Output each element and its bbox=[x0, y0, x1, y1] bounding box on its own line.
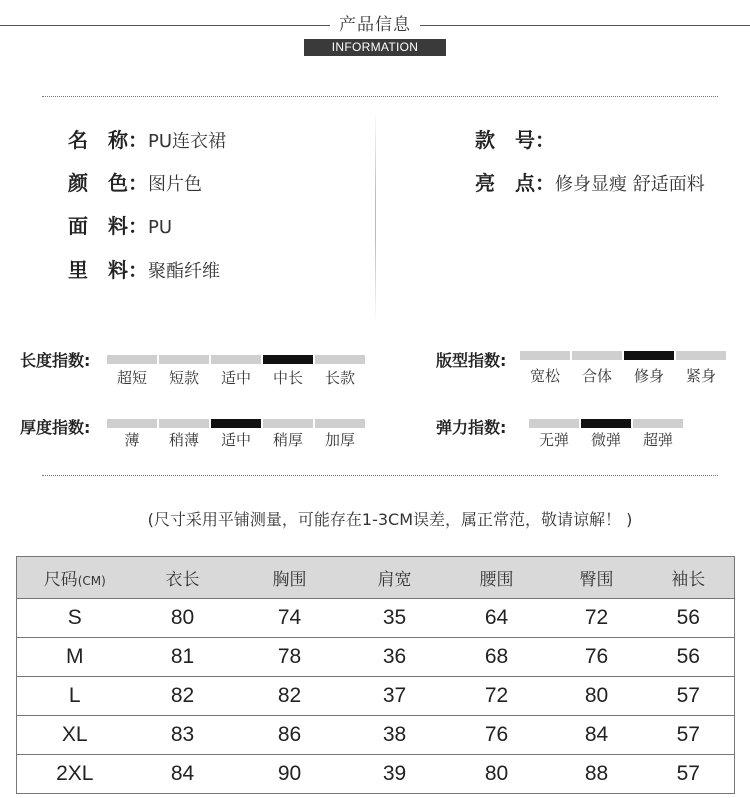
fit-index-option-label: 修身 bbox=[633, 367, 664, 385]
length-index-option-label: 中长 bbox=[272, 369, 303, 387]
info-label: 名 称： bbox=[68, 128, 148, 152]
column-header: 臀围 bbox=[551, 557, 643, 599]
measurement-cell: 74 bbox=[233, 599, 347, 638]
measurement-cell: 38 bbox=[347, 716, 443, 755]
fit-index-segment bbox=[520, 351, 570, 360]
measurement-cell: 84 bbox=[551, 716, 643, 755]
info-lining bbox=[68, 258, 220, 284]
thickness-index-segment bbox=[159, 419, 209, 428]
length-index-label: 长度指数: bbox=[20, 351, 91, 370]
info-value: PU bbox=[148, 217, 173, 238]
measurement-cell: 57 bbox=[643, 755, 735, 794]
measurement-cell: 82 bbox=[133, 677, 233, 716]
fit-index-option-label: 宽松 bbox=[529, 367, 560, 385]
fit-index-option-label: 紧身 bbox=[685, 367, 716, 385]
measurement-note: (尺寸采用平铺测量，可能存在1-3CM误差，属正常范，敬请谅解！ ) bbox=[147, 510, 633, 529]
info-label: 款 号： bbox=[475, 128, 555, 152]
size-table bbox=[16, 556, 735, 794]
info-value: 图片色 bbox=[148, 174, 202, 195]
info-label: 颜 色： bbox=[68, 171, 148, 195]
thickness-index-segment bbox=[263, 419, 313, 428]
measurement-cell: 80 bbox=[133, 599, 233, 638]
length-index-segment bbox=[159, 355, 209, 364]
info-label: 面 料： bbox=[68, 214, 148, 238]
measurement-cell: 72 bbox=[551, 599, 643, 638]
length-index-segment bbox=[107, 355, 157, 364]
measurement-cell: 36 bbox=[347, 638, 443, 677]
length-index-option-label: 短款 bbox=[168, 369, 199, 387]
measurement-cell: 78 bbox=[233, 638, 347, 677]
thickness-index-option-label: 适中 bbox=[220, 431, 251, 449]
size-cell: L bbox=[17, 677, 133, 716]
fit-index-option-label: 合体 bbox=[581, 367, 612, 385]
size-cell: 2XL bbox=[17, 755, 133, 794]
measurement-cell: 68 bbox=[443, 638, 551, 677]
measurement-cell: 57 bbox=[643, 716, 735, 755]
thickness-index-option-label: 稍薄 bbox=[168, 431, 199, 449]
info-fabric bbox=[68, 214, 172, 240]
measurement-cell: 90 bbox=[233, 755, 347, 794]
length-index-option-label: 超短 bbox=[116, 369, 147, 387]
elasticity-index-segment bbox=[633, 419, 683, 428]
info-style-no bbox=[475, 128, 555, 154]
section-title: 产品信息 bbox=[0, 14, 750, 36]
size-cell: XL bbox=[17, 716, 133, 755]
measurement-cell: 83 bbox=[133, 716, 233, 755]
info-value: PU连衣裙 bbox=[148, 131, 227, 152]
table-row bbox=[17, 755, 735, 794]
elasticity-index-label: 弹力指数: bbox=[436, 418, 507, 437]
column-header: 肩宽 bbox=[347, 557, 443, 599]
measurement-cell: 76 bbox=[443, 716, 551, 755]
table-row bbox=[17, 677, 735, 716]
measurement-cell: 56 bbox=[643, 599, 735, 638]
elasticity-index-segment-selected bbox=[581, 419, 631, 428]
fit-index-label: 版型指数: bbox=[436, 351, 507, 370]
thickness-index-segment-selected bbox=[211, 419, 261, 428]
thickness-index-segment bbox=[315, 419, 365, 428]
info-value: 聚酯纤维 bbox=[148, 261, 220, 282]
measurement-cell: 72 bbox=[443, 677, 551, 716]
measurement-cell: 82 bbox=[233, 677, 347, 716]
measurement-cell: 35 bbox=[347, 599, 443, 638]
thickness-index-segment bbox=[107, 419, 157, 428]
size-cell: M bbox=[17, 638, 133, 677]
measurement-cell: 56 bbox=[643, 638, 735, 677]
column-header: 胸围 bbox=[233, 557, 347, 599]
info-label: 亮 点： bbox=[475, 171, 555, 195]
measurement-cell: 39 bbox=[347, 755, 443, 794]
info-color bbox=[68, 171, 202, 197]
measurement-cell: 81 bbox=[133, 638, 233, 677]
length-index-option-label: 长款 bbox=[324, 369, 355, 387]
measurement-cell: 80 bbox=[443, 755, 551, 794]
size-table-header bbox=[17, 557, 735, 599]
size-header-cell bbox=[17, 557, 133, 599]
measurement-cell: 88 bbox=[551, 755, 643, 794]
measurement-cell: 37 bbox=[347, 677, 443, 716]
measurement-cell: 84 bbox=[133, 755, 233, 794]
size-header-label: 尺码 bbox=[43, 570, 78, 590]
info-label: 里 料： bbox=[68, 258, 148, 282]
info-highlight bbox=[475, 171, 705, 197]
column-header: 袖长 bbox=[643, 557, 735, 599]
measurement-cell: 80 bbox=[551, 677, 643, 716]
divider-top bbox=[42, 96, 718, 97]
thickness-index-option-label: 加厚 bbox=[324, 431, 355, 449]
column-header: 腰围 bbox=[443, 557, 551, 599]
elasticity-index-option-label: 超弹 bbox=[642, 431, 673, 449]
thickness-index-option-label: 薄 bbox=[124, 431, 140, 449]
thickness-index-option-label: 稍厚 bbox=[272, 431, 303, 449]
size-cell: S bbox=[17, 599, 133, 638]
info-name bbox=[68, 128, 226, 154]
table-row bbox=[17, 716, 735, 755]
length-index-option-label: 适中 bbox=[220, 369, 251, 387]
column-header: 衣长 bbox=[133, 557, 233, 599]
elasticity-index-option-label: 微弹 bbox=[590, 431, 621, 449]
length-index-segment bbox=[315, 355, 365, 364]
elasticity-index-segment bbox=[529, 419, 579, 428]
fit-index-segment-selected bbox=[624, 351, 674, 360]
fit-index-segment bbox=[676, 351, 726, 360]
length-index-segment-selected bbox=[263, 355, 313, 364]
thickness-index-label: 厚度指数: bbox=[20, 418, 91, 437]
table-row bbox=[17, 638, 735, 677]
measurement-cell: 86 bbox=[233, 716, 347, 755]
table-row bbox=[17, 599, 735, 638]
measurement-cell: 64 bbox=[443, 599, 551, 638]
info-vertical-divider bbox=[375, 110, 376, 325]
divider-middle bbox=[42, 475, 718, 476]
measurement-cell: 76 bbox=[551, 638, 643, 677]
fit-index-segment bbox=[572, 351, 622, 360]
info-value: 修身显瘦 舒适面料 bbox=[555, 174, 705, 195]
section-subtitle-badge: INFORMATION bbox=[304, 39, 446, 56]
length-index-segment bbox=[211, 355, 261, 364]
measurement-cell: 57 bbox=[643, 677, 735, 716]
size-header-unit: (CM) bbox=[77, 574, 106, 588]
elasticity-index-option-label: 无弹 bbox=[538, 431, 569, 449]
